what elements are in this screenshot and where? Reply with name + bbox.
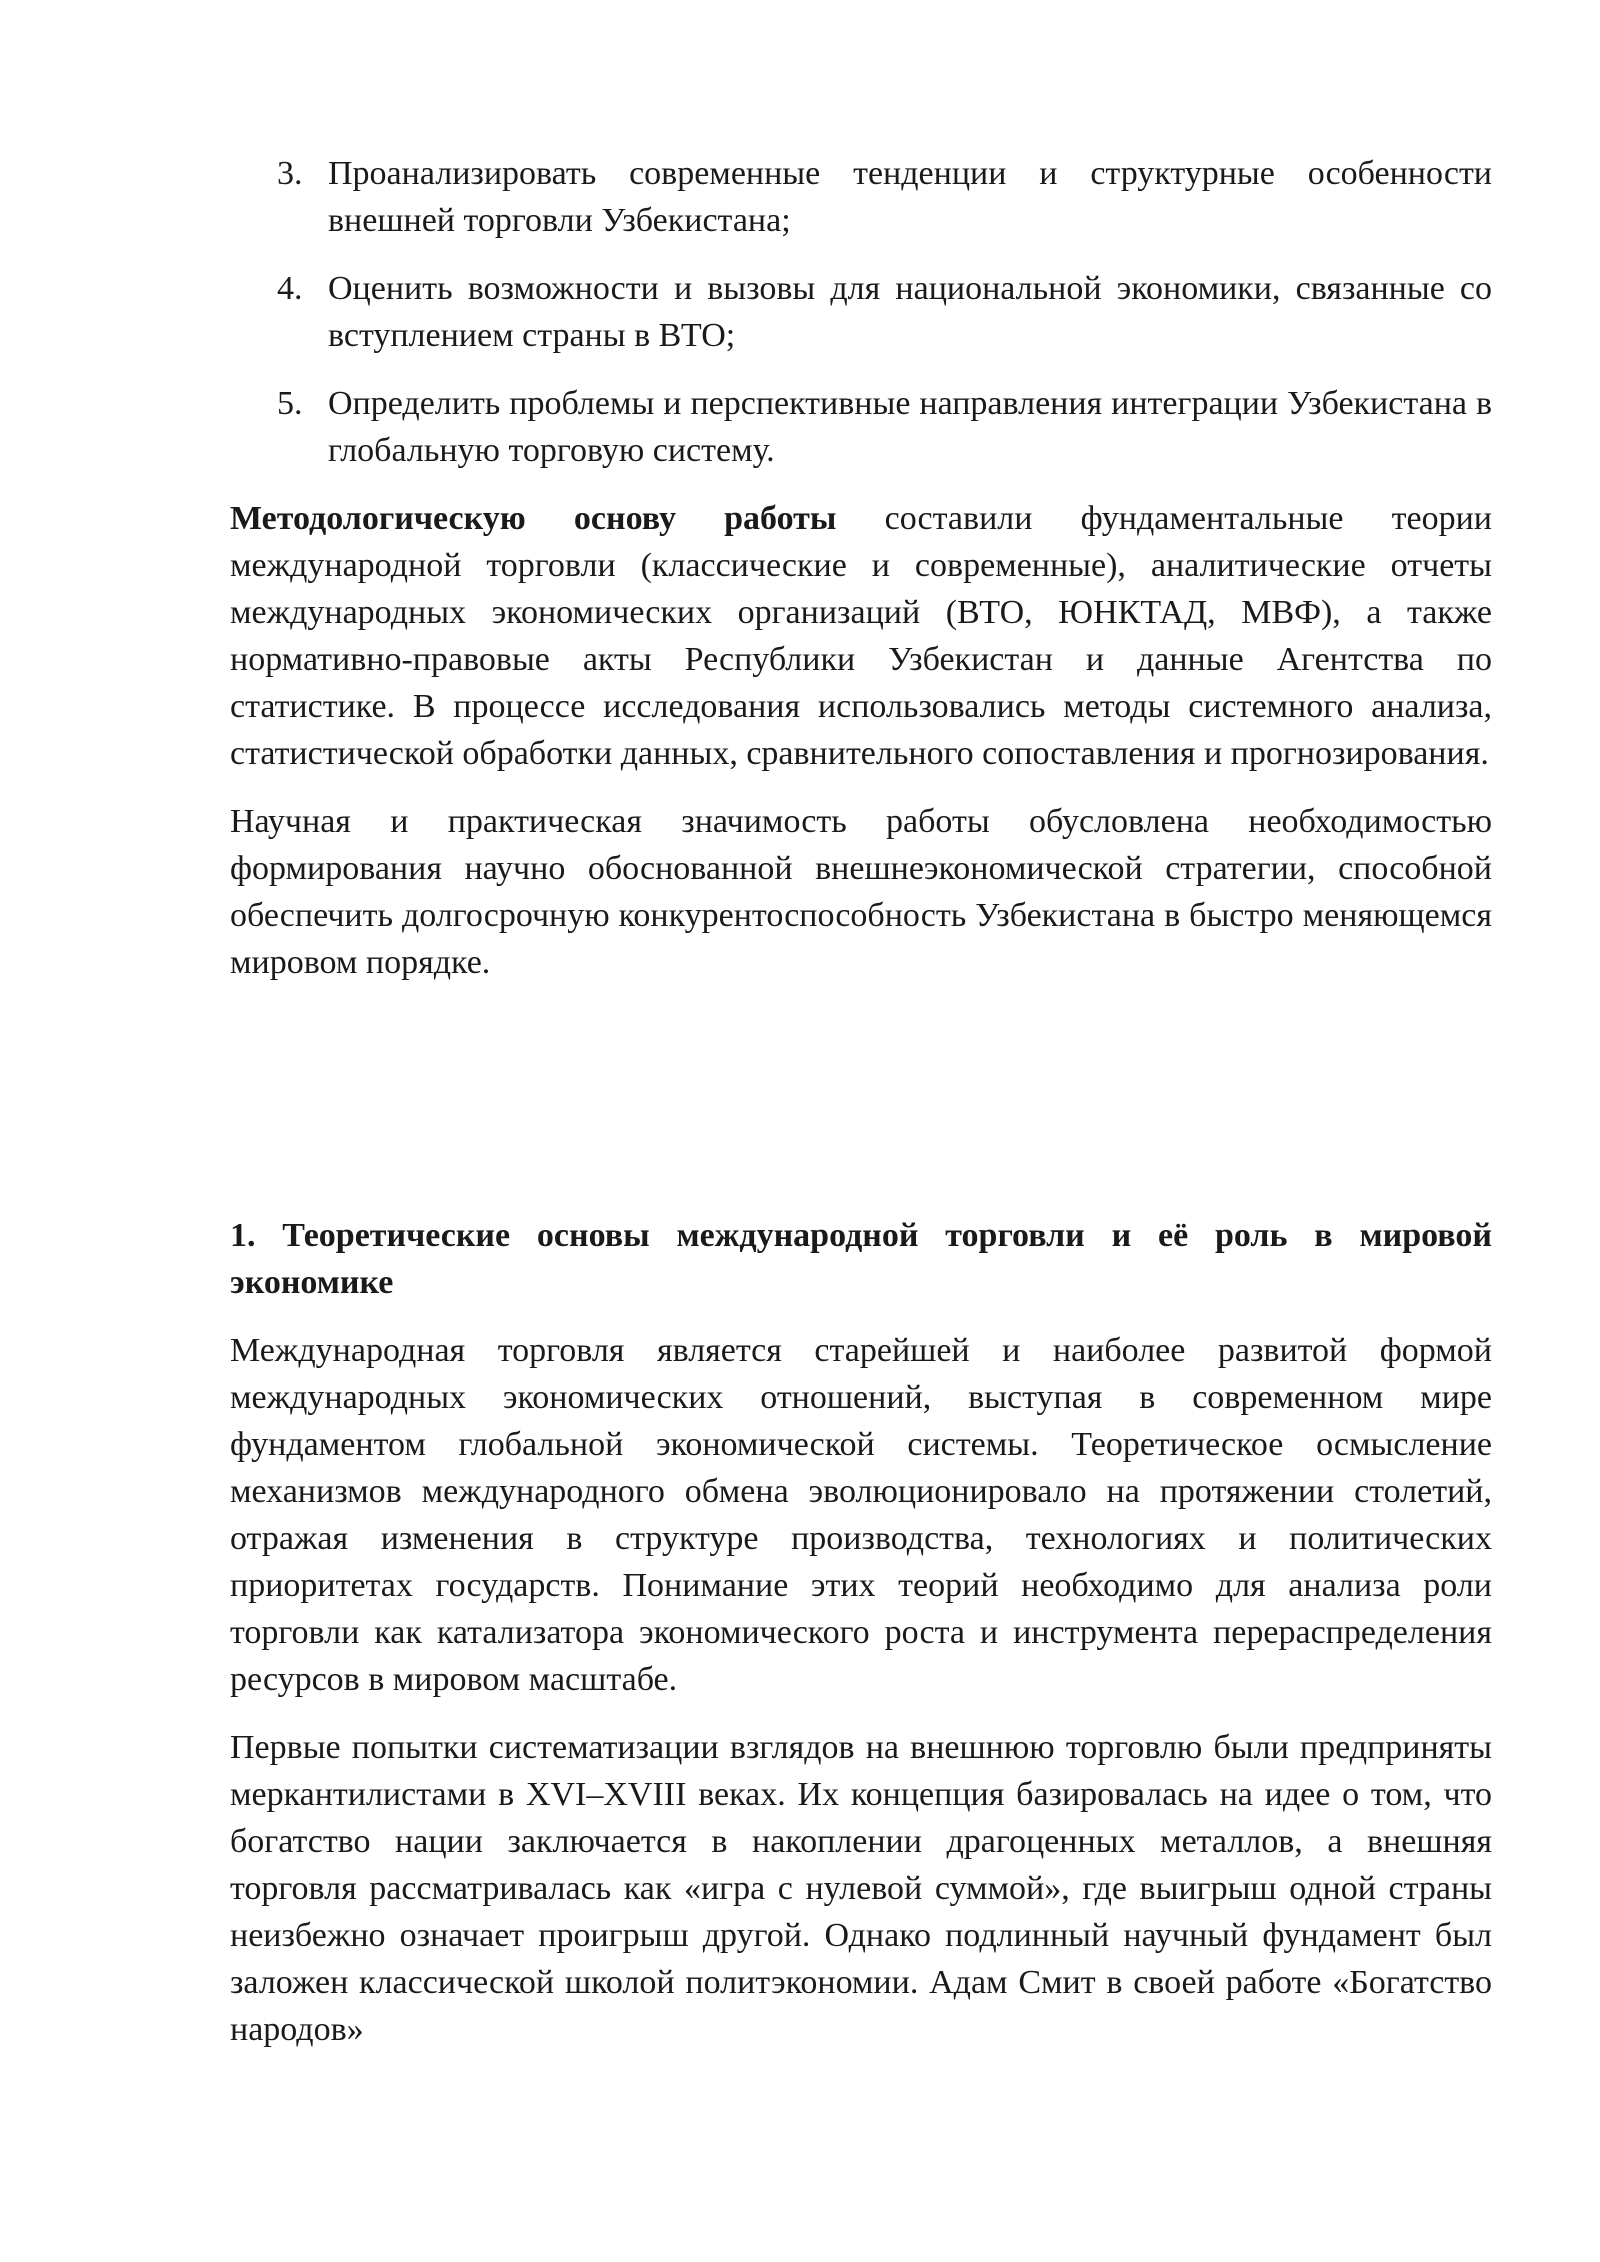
list-item-text: Проанализировать современные тенденции и структурные особенности внешней торговли Узбекистана; <box>328 155 1492 239</box>
list-item <box>230 380 1492 474</box>
methodology-paragraph <box>230 495 1492 777</box>
tasks-list <box>230 150 1492 474</box>
list-item-number: 4. <box>277 270 303 307</box>
list-item-text: Определить проблемы и перспективные направления интеграции Узбекистана в глобальную торговую систему. <box>328 385 1492 469</box>
section-heading: 1. Теоретические основы международной торговли и её роль в мировой экономике <box>230 1217 1492 1301</box>
list-item-number: 3. <box>277 155 303 192</box>
methodology-lead: Методологическую основу работы <box>230 500 837 537</box>
document-page <box>230 150 1492 2074</box>
list-item <box>230 265 1492 359</box>
list-item-text: Оценить возможности и вызовы для национальной экономики, связанные со вступлением страны в ВТО; <box>328 270 1492 354</box>
methodology-text: составили фундаментальные теории международной торговли (классические и современные), аналитические отчеты международных экономических организаций (ВТО, ЮНКТАД, МВФ), а также нормативно-правовые акты Республики Узбекистан и данные Агентства по статистике. В процессе исследования использовались методы системного анализа, статистической обработки данных, сравнительного сопоставления и прогнозирования. <box>230 500 1492 772</box>
body-paragraph: Международная торговля является старейшей и наиболее развитой формой международных экономических отношений, выступая в современном мире фундаментом глобальной экономической системы. Теоретическое осмысление механизмов международного обмена эволюционировало на протяжении столетий, отражая изменения в структуре производства, технологиях и политических приоритетах государств. Понимание этих теорий необходимо для анализа роли торговли как катализатора экономического роста и инструмента перераспределения ресурсов в мировом масштабе. <box>230 1332 1492 1698</box>
body-paragraph: Первые попытки систематизации взглядов на внешнюю торговлю были предприняты меркантилистами в XVI–XVIII веках. Их концепция базировалась на идее о том, что богатство нации заключается в накоплении драгоценных металлов, а внешняя торговля рассматривалась как «игра с нулевой суммой», где выигрыш одной страны неизбежно означает проигрыш другой. Однако подлинный научный фундамент был заложен классической школой политэкономии. Адам Смит в своей работе «Богатство народов» <box>230 1729 1492 2048</box>
list-item <box>230 150 1492 244</box>
list-item-number: 5. <box>277 385 303 422</box>
page-spacer <box>230 1007 1492 1212</box>
significance-paragraph: Научная и практическая значимость работы обусловлена необходимостью формирования научно обоснованной внешнеэкономической стратегии, способной обеспечить долгосрочную конкурентоспособность Узбекистана в быстро меняющемся мировом порядке. <box>230 803 1492 981</box>
